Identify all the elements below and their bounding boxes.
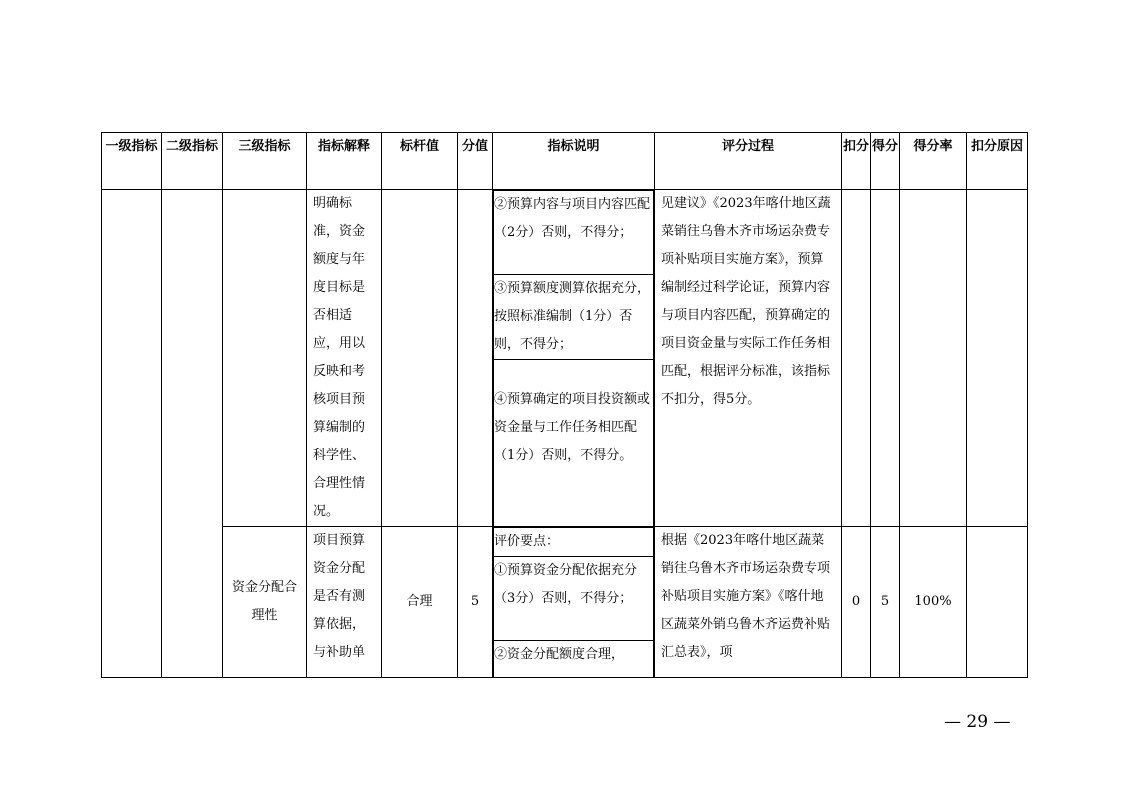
desc-item: ①预算资金分配依据充分（3分）否则，不得分； — [494, 557, 654, 641]
cell-deduct: 0 — [842, 527, 871, 678]
desc-item: ③预算额度测算依据充分，按照标准编制（1分）否则，不得分； — [494, 275, 654, 360]
table-row — [102, 527, 1028, 678]
desc-list — [493, 527, 654, 677]
header-benchmark: 标杆值 — [382, 133, 458, 190]
desc-list — [493, 190, 654, 526]
desc-item: ②预算内容与项目内容匹配（2分）否则，不得分； — [494, 191, 654, 275]
header-got: 得分 — [871, 133, 900, 190]
cell-got — [871, 190, 900, 527]
cell-got: 5 — [871, 527, 900, 678]
header-deduct: 扣分 — [842, 133, 871, 190]
cell-level3 — [223, 527, 307, 678]
header-explain: 指标解释 — [307, 133, 382, 190]
evaluation-table — [101, 132, 1028, 678]
header-rate: 得分率 — [900, 133, 967, 190]
cell-desc — [493, 190, 655, 527]
cell-reason — [967, 527, 1028, 678]
cell-rate: 100% — [900, 527, 967, 678]
desc-item: ②资金分配额度合理， — [494, 641, 654, 678]
header-desc: 指标说明 — [493, 133, 655, 190]
cell-reason — [967, 190, 1028, 527]
table-row — [102, 190, 1028, 527]
header-row — [102, 133, 1028, 190]
process-text: 根据《2023年喀什地区蔬菜销往乌鲁木齐市场运杂费专项补贴项目实施方案》《喀什地区蔬菜外销乌鲁木齐运费补贴汇总表》，项 — [661, 533, 831, 660]
page-number: — 29 — — [944, 712, 1011, 732]
cell-rate — [900, 190, 967, 527]
header-reason: 扣分原因 — [967, 133, 1028, 190]
header-level2: 二级指标 — [162, 133, 223, 190]
header-level1: 一级指标 — [102, 133, 162, 190]
desc-item: 评价要点： — [494, 528, 654, 557]
cell-explain — [307, 190, 382, 527]
cell-desc — [493, 527, 655, 678]
explain-text: 项目预算资金分配是否有测算依据，与补助单 — [313, 533, 366, 660]
cell-level3 — [223, 190, 307, 527]
cell-level1 — [102, 190, 162, 678]
header-level3: 三级指标 — [223, 133, 307, 190]
cell-explain — [307, 527, 382, 678]
level3-text: 资金分配合理性 — [231, 580, 297, 623]
cell-deduct — [842, 190, 871, 527]
desc-item: ④预算确定的项目投资额或资金量与工作任务相匹配（1分）否则，不得分。 — [494, 360, 654, 527]
cell-score — [458, 190, 493, 527]
cell-level2 — [162, 190, 223, 678]
cell-benchmark: 合理 — [382, 527, 458, 678]
cell-process — [655, 527, 842, 678]
header-score: 分值 — [458, 133, 493, 190]
cell-benchmark — [382, 190, 458, 527]
cell-score: 5 — [458, 527, 493, 678]
process-text: 见建议》《2023年喀什地区蔬菜销往乌鲁木齐市场运杂费专项补贴项目实施方案》，预算编制经过科学论证，预算内容与项目内容匹配，预算确定的项目资金量与实际工作任务相匹配，根据评分标准，该指标不扣分，得5分。 — [661, 196, 831, 407]
header-process: 评分过程 — [655, 133, 842, 190]
explain-text: 明确标准，资金额度与年度目标是否相适应，用以反映和考核项目预算编制的科学性、合理性情况。 — [313, 196, 366, 519]
cell-process — [655, 190, 842, 527]
